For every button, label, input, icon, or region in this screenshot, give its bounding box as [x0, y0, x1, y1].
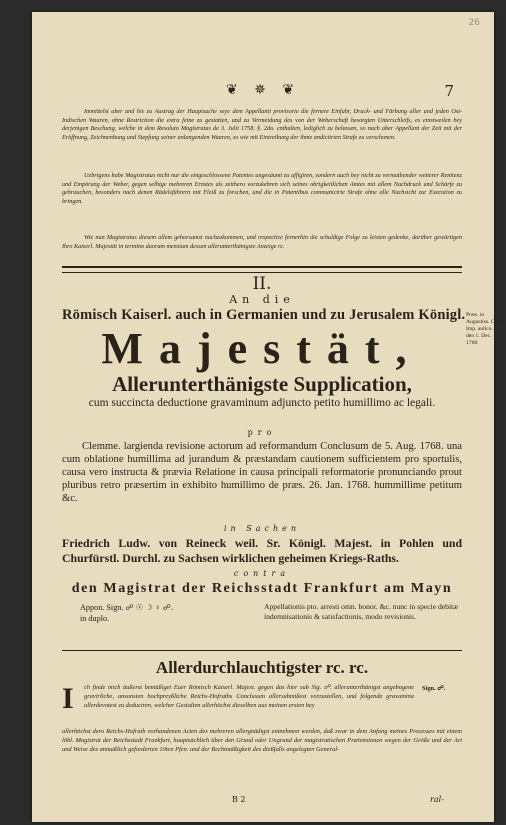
margin-note-line: Præs. in Augustiss. Cons. — [466, 312, 504, 325]
paragraph-3: Wie nun Magistratus diesem allem gehorsamst nachzukommen, und respective fernerhin die schuldige Folge zu leisten gedenke, darüber gewärtigen Ihro Kaiserl. Majestät in termino duorum mensium dessen allerunterthänigste Anzeige rc. — [62, 234, 462, 250]
section-rule — [62, 266, 462, 273]
address-line: Römisch Kaiserl. auch in Germanien und zu Jerusalem Königl. — [62, 307, 466, 323]
page-number: 7 — [444, 82, 454, 100]
supplication-title: Allerunterthänigste Supplication, — [112, 372, 412, 396]
appon-duplo: in duplo. — [80, 614, 110, 623]
margin-note — [466, 312, 506, 347]
document-page — [32, 12, 504, 822]
divider-rule — [62, 650, 462, 651]
pro-line: pro — [247, 428, 277, 437]
in-sachen: in Sachen — [223, 524, 301, 533]
body-first-lines: ch finde mich äußerst bemüßiget Euer Römisch Kaiserl. Majest. gegen das hier sub Sig. ☍. allerunterthänigst angebogene gravirliche, ansonsten hochpreyßliche Reichs-Hofraths Conclusum allersubmißest vorzustellen, und folgende gravamina allerdevotest zu deduciren, welcher Gestalten allerhöchst dieselben aus meinen ersten bey — [84, 684, 414, 709]
clem-paragraph: Clemme. largienda revisione actorum ad reformandum Conclusum de 5. Aug. 1768. una cum oblatione humillima ad jurandum & præstandam cautionem sufficientem pro sportulis, causa vero instructa & prævia Relatione in causa principali reformatorie pronunciando prout pluribus retro præsertim in exhibito humillimo de præs. 26. Jan. 1768. hummillime petitum &c. — [62, 441, 462, 504]
catchword: ral- — [430, 795, 444, 804]
header-ornament: ❦ ✵ ❦ — [225, 82, 301, 98]
contra: contra — [233, 569, 291, 578]
sign-margin-note: Sign. ☍. — [422, 685, 446, 692]
salutation: Allerdurchlauchtigster rc. rc. — [155, 658, 369, 677]
appon-line: Appon. Sign. ☍ ☉ ☽ ♀ ☍. — [80, 603, 174, 612]
signature-mark: B 2 — [232, 795, 246, 804]
paragraph-1: Immittelst aber und bis zu Austrag der Hauptsache seye dem Appellanti provisorie die fernere Einfuhr, Druck- und Färbung aller und jeden Ost-Indischen Waaren, ohne Restriction die extra feine zu gestatten, und zu Vermeidung des von der Weberschaft besorgten Unterschleifs, es einstweilen bey derjenigen Beschung, welche in dem Resoluto Magistratus de 3. Julii 1758. §. 2do. enthalten, lediglich zu belassen, so nach aber Appellant der Zeit mit der Eröffnung, Zeichnenbung und Stepfung seiner anlangenden Waaren, so wie mit Eintreibung der ihme andictirten Strafe zu verschonen. — [62, 108, 462, 141]
body-rest: allerhöchst dero Reichs-Hofrath vorhandenen Acten des mehreren allergnädigst entnehmen werden, daß zwar in dem Anfang meines Processes mit einem löbl. Magistrat der Reichsstadt Frankfurt, hauptsächlich über den Grund oder Ungrund der magistratischen Prætensionen wegen der Größe und der Art und Weise des anmaßlich geforderten 10ten Pfen. und der Rechtmäßigkeit des dießfalls angelegten General- — [62, 728, 462, 753]
margin-note-line: Imp. aulico. — [466, 326, 493, 332]
party-plaintiff: Friedrich Ludw. von Reineck weil. Sr. Königl. Majest. in Pohlen und Churfürstl. Durchl. zu Sachsen wirklichen geheimen Kriegs-Raths. — [62, 536, 462, 565]
majestat-title: Majestät, — [101, 324, 423, 373]
margin-note-line: 1768. — [466, 340, 479, 346]
cum-line: cum succincta deductione gravaminum adjuncto petito humillimo ac legali. — [88, 397, 436, 409]
drop-cap: I — [62, 682, 74, 715]
appellationis-block: Appellationis pto. arresti omn. bonor. &c. nunc in specie debitæ indemnisationis & satisfactionis, modo revisionis. — [264, 602, 459, 621]
section-number: II. — [252, 274, 272, 294]
party-defendant: den Magistrat der Reichsstadt Frankfurt am Mayn — [71, 581, 453, 596]
appon-block — [80, 602, 173, 624]
paragraph-2: Uebrigens habe Magistratus nicht nur die eingeschlossene Patentes ungesäumt zu affigiren, sondern auch bey nicht zu vermuthender weiterer Renitenz und Empörung der Weber, gegen selbige mehreren Ernstes als zeithero vorzukehren sich seines obrigkeitlichen Amtes mit allem Nachdruck und Schärfe zu gebrauchen, besonders nach denen Rädelsführern mit Fleiß zu forschen, und die in Patentibus communicirte Strafe ohne alle Nachsicht zur Execution zu bringen. — [62, 172, 462, 205]
an-die: An die — [229, 293, 295, 306]
margin-note-line: den 1. Dec. — [466, 333, 492, 339]
pencil-mark: 26 — [468, 18, 480, 28]
